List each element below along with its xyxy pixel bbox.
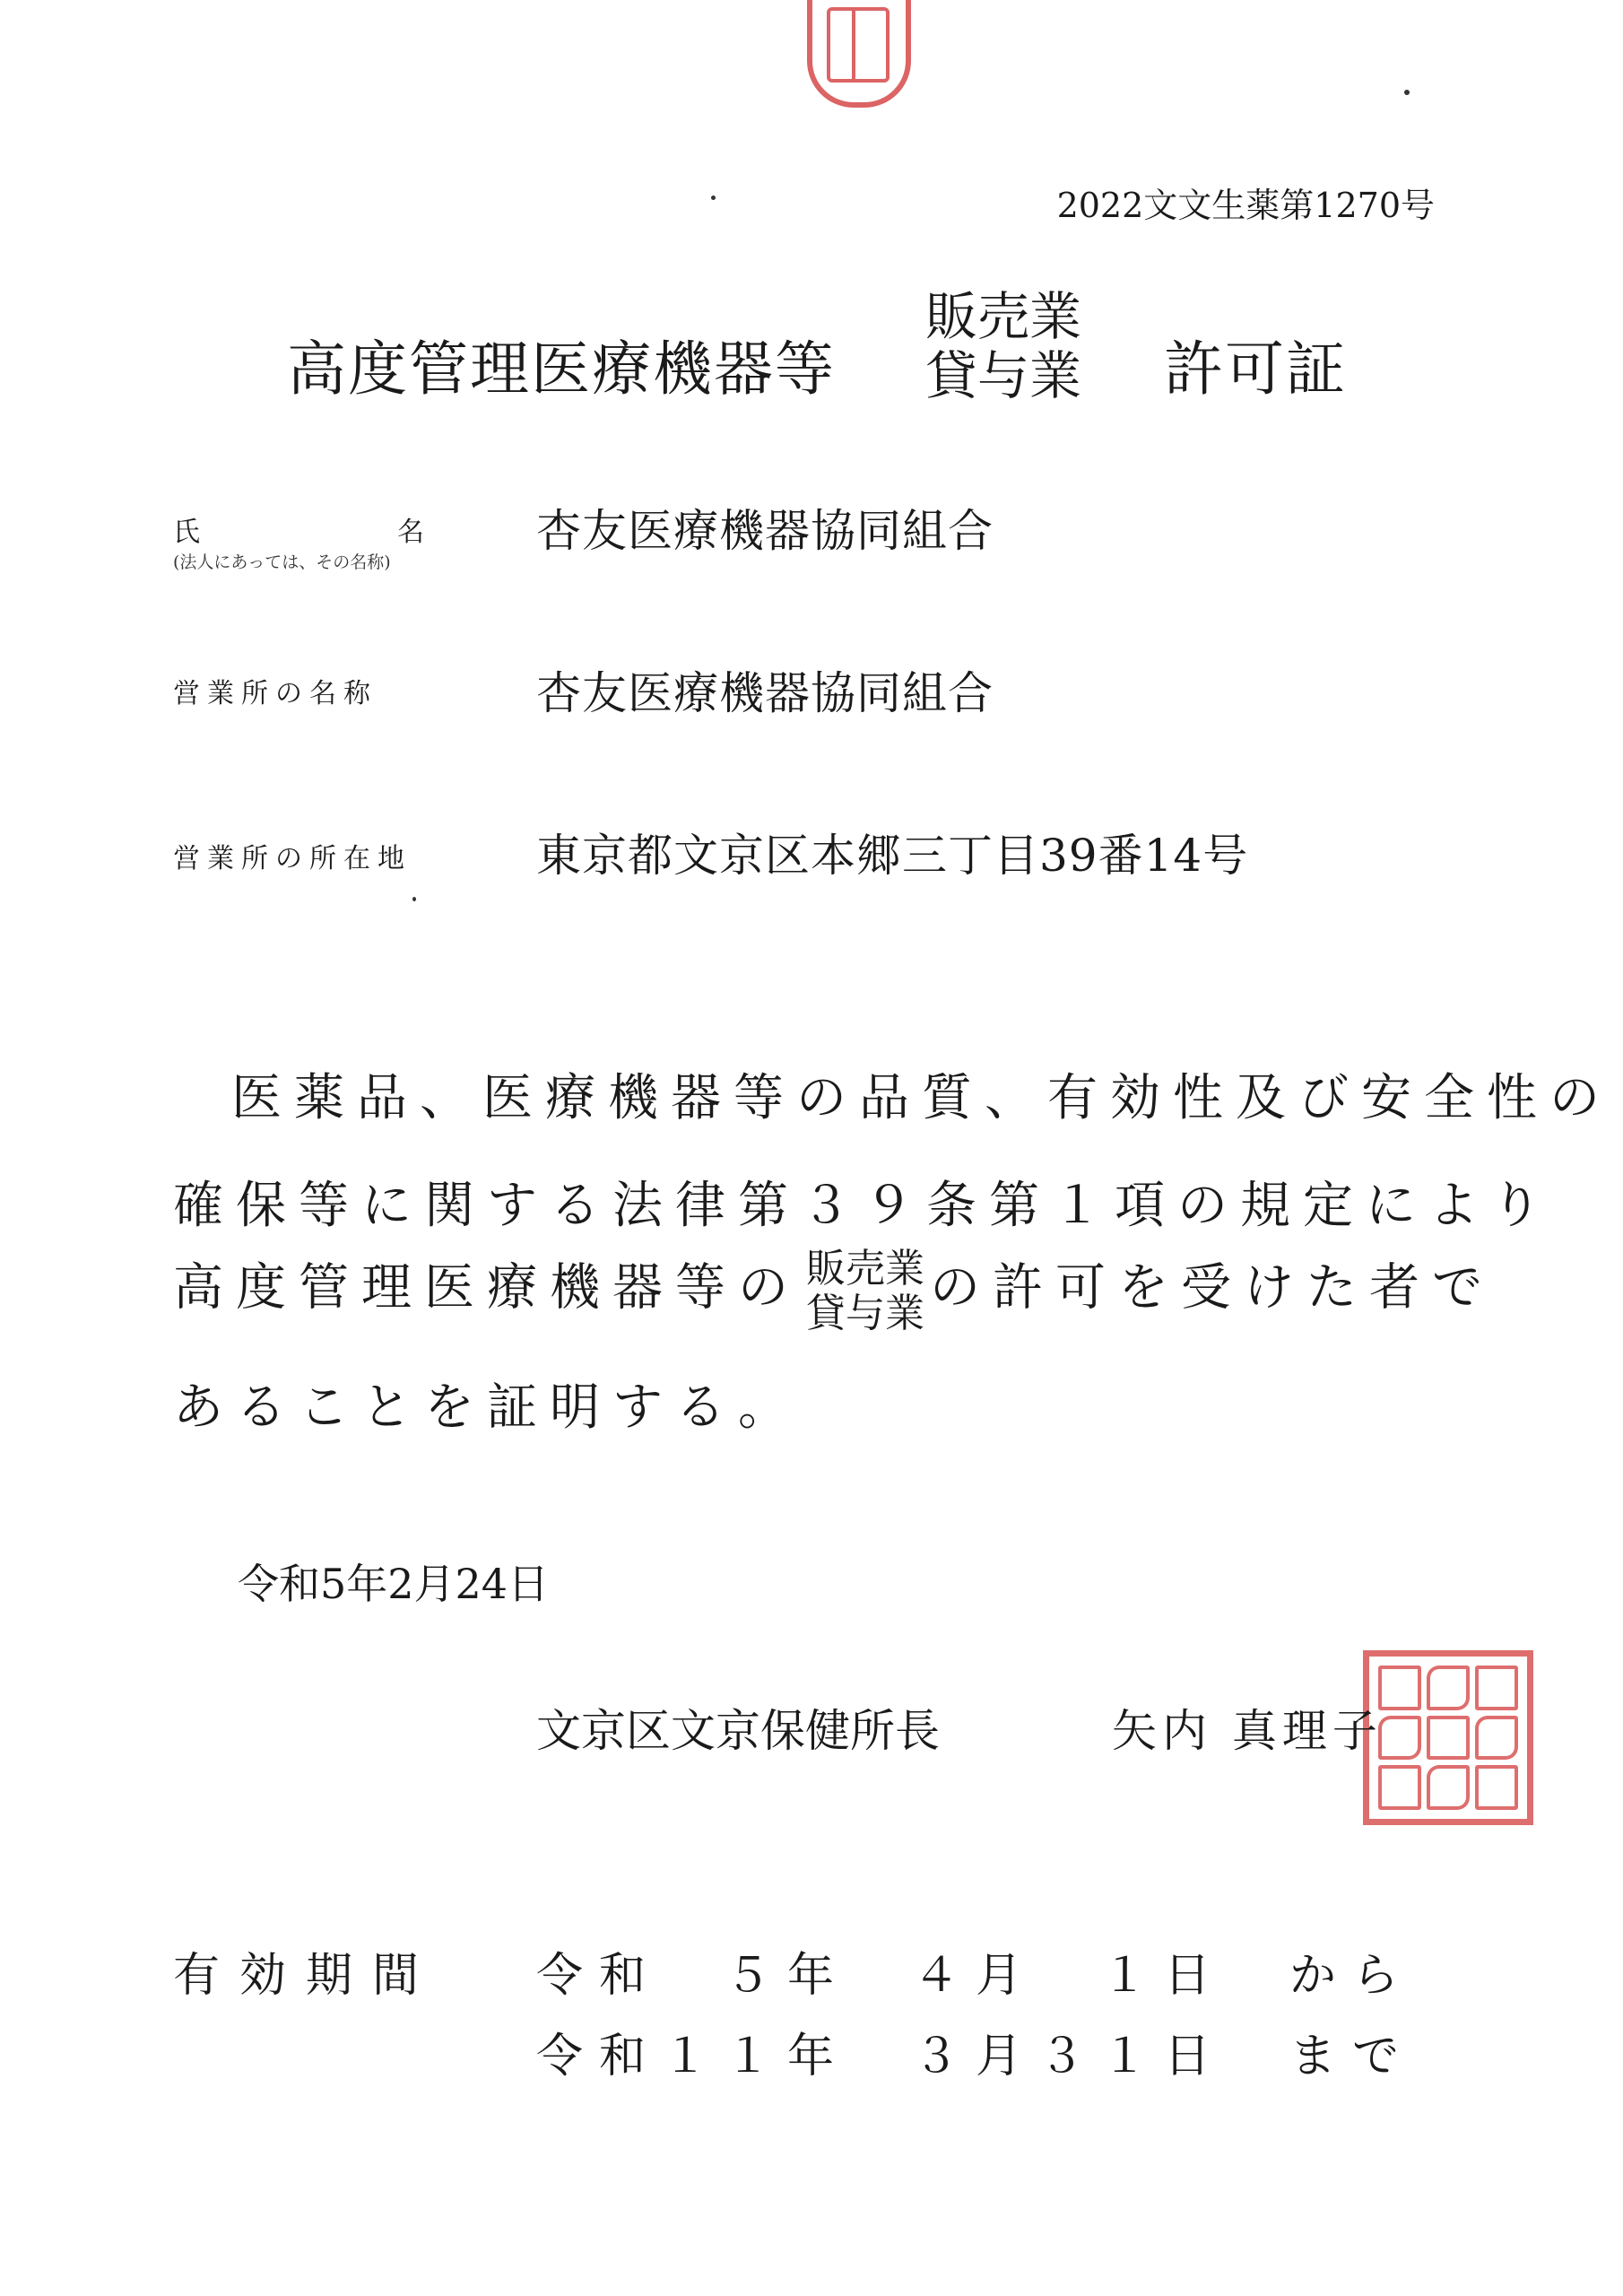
- issuer-office: 文京区文京保健所長: [536, 1705, 940, 1757]
- body-line-3-post: の許可を受けた者で: [930, 1258, 1495, 1318]
- validity-to: 令和１１年 ３月３１日 まで: [536, 2030, 1416, 2083]
- validity-label: 有効期間: [173, 1949, 439, 2003]
- title-business-type-sales: 販売業: [925, 286, 1082, 347]
- body-business-type-sales: 販売業: [806, 1246, 924, 1292]
- official-seal-stamp: [1363, 1650, 1533, 1825]
- title-business-type-lease: 貸与業: [925, 345, 1082, 406]
- issuer-name: 矢内 真理子: [1112, 1705, 1383, 1757]
- body-line-1: 医薬品、医療機器等の品質、有効性及び安全性の: [231, 1069, 1612, 1127]
- issue-date: 令和5年2月24日: [238, 1560, 550, 1608]
- top-seal-stamp: [807, 0, 911, 108]
- office-address-value: 東京都文京区本郷三丁目39番14号: [536, 830, 1249, 882]
- title-suffix: 許可証: [1164, 335, 1347, 404]
- office-name-value: 杏友医療機器協同組合: [536, 667, 994, 719]
- body-business-type-lease: 貸与業: [806, 1291, 924, 1336]
- name-label-note: (法人にあっては、その名称): [173, 552, 391, 572]
- name-value: 杏友医療機器協同組合: [536, 505, 994, 557]
- document-number: 2022文文生薬第1270号: [1056, 186, 1435, 225]
- body-line-3: [173, 1247, 1495, 1336]
- scan-speck: [711, 196, 716, 200]
- office-address-label: 営業所の所在地: [173, 843, 412, 874]
- body-line-4: あることを証明する。: [173, 1378, 801, 1437]
- body-business-types: [806, 1247, 924, 1336]
- body-line-3-pre: 高度管理医療機器等の: [173, 1258, 801, 1318]
- body-line-2: 確保等に関する法律第３９条第１項の規定により: [173, 1177, 1554, 1235]
- scan-speck: [412, 897, 416, 901]
- name-label: [173, 509, 424, 549]
- name-label-char: 名: [397, 517, 424, 548]
- title-main: 高度管理医療機器等: [287, 335, 836, 404]
- validity-from: 令和 ５年 ４月 １日 から: [536, 1949, 1416, 2003]
- scan-speck: [1404, 90, 1410, 95]
- title-business-types: [925, 287, 1081, 405]
- name-label-char: 氏: [173, 517, 200, 548]
- office-name-label: 営業所の名称: [173, 678, 378, 709]
